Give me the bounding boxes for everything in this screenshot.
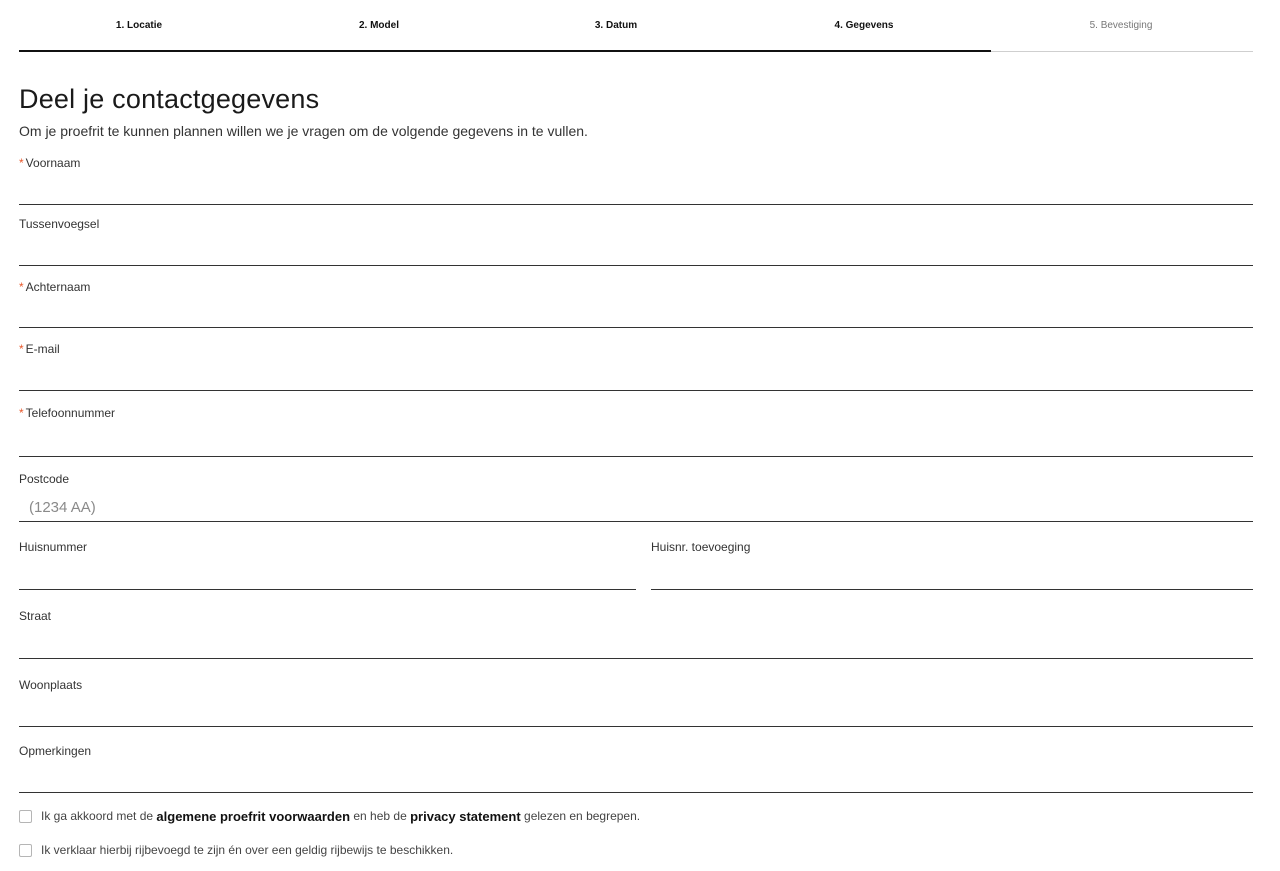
city-field bbox=[19, 678, 1253, 727]
step-datum[interactable]: 3. Datum bbox=[594, 20, 638, 31]
required-marker: * bbox=[19, 156, 24, 170]
house-number-field bbox=[19, 540, 636, 590]
house-number-addition-label: Huisnr. toevoeging bbox=[651, 540, 751, 554]
remarks-field bbox=[19, 744, 1253, 793]
infix-field bbox=[19, 217, 1253, 266]
house-number-addition-field bbox=[651, 540, 1253, 590]
house-number-addition-input[interactable] bbox=[651, 563, 1253, 587]
street-input[interactable] bbox=[19, 632, 1253, 656]
terms-text-before: Ik ga akkoord met de bbox=[41, 809, 154, 823]
postcode-input[interactable] bbox=[19, 495, 1253, 519]
terms-text-middle: en heb de bbox=[353, 809, 407, 823]
license-consent bbox=[19, 842, 453, 858]
terms-consent bbox=[19, 808, 640, 824]
email-field bbox=[19, 342, 1253, 391]
step-gegevens[interactable]: 4. Gegevens bbox=[834, 20, 894, 31]
last-name-field bbox=[19, 280, 1253, 328]
postcode-field bbox=[19, 472, 1253, 522]
remarks-input[interactable] bbox=[19, 766, 1253, 790]
house-number-label: Huisnummer bbox=[19, 540, 88, 554]
license-text: Ik verklaar hierbij rijbevoegd te zijn én over een geldig rijbewijs te beschikken. bbox=[41, 843, 454, 857]
infix-input[interactable] bbox=[19, 239, 1253, 263]
phone-label: * Telefoonnummer bbox=[19, 406, 116, 420]
street-label: Straat bbox=[19, 609, 52, 623]
terms-link[interactable]: algemene proefrit voorwaarden bbox=[156, 808, 351, 824]
terms-checkbox[interactable] bbox=[19, 810, 32, 823]
license-checkbox[interactable] bbox=[19, 844, 32, 857]
first-name-label: * Voornaam bbox=[19, 156, 81, 170]
phone-input[interactable] bbox=[19, 430, 1253, 454]
step-model[interactable]: 2. Model bbox=[358, 20, 399, 31]
email-label: * E-mail bbox=[19, 342, 60, 356]
page-title: Deel je contactgegevens bbox=[19, 84, 320, 114]
email-input[interactable] bbox=[19, 364, 1253, 388]
remarks-label: Opmerkingen bbox=[19, 744, 92, 758]
step-bevestiging: 5. Bevestiging bbox=[1089, 20, 1153, 31]
postcode-label: Postcode bbox=[19, 472, 70, 486]
last-name-label: * Achternaam bbox=[19, 280, 91, 294]
stepper-progress-bar bbox=[19, 50, 991, 52]
first-name-input[interactable] bbox=[19, 178, 1253, 202]
infix-label: Tussenvoegsel bbox=[19, 217, 100, 231]
city-label: Woonplaats bbox=[19, 678, 83, 692]
terms-text-after: gelezen en begrepen. bbox=[524, 809, 641, 823]
required-marker: * bbox=[19, 280, 24, 294]
last-name-input[interactable] bbox=[19, 301, 1253, 325]
required-marker: * bbox=[19, 342, 24, 356]
progress-stepper bbox=[19, 0, 1253, 53]
house-number-input[interactable] bbox=[19, 563, 636, 587]
phone-field bbox=[19, 406, 1253, 457]
step-locatie[interactable]: 1. Locatie bbox=[115, 20, 163, 31]
page-subtitle: Om je proefrit te kunnen plannen willen we je vragen om de volgende gegevens in te vullen. bbox=[19, 123, 588, 139]
first-name-field bbox=[19, 156, 1253, 205]
required-marker: * bbox=[19, 406, 24, 420]
street-field bbox=[19, 609, 1253, 659]
city-input[interactable] bbox=[19, 700, 1253, 724]
privacy-statement-link[interactable]: privacy statement bbox=[410, 808, 521, 824]
